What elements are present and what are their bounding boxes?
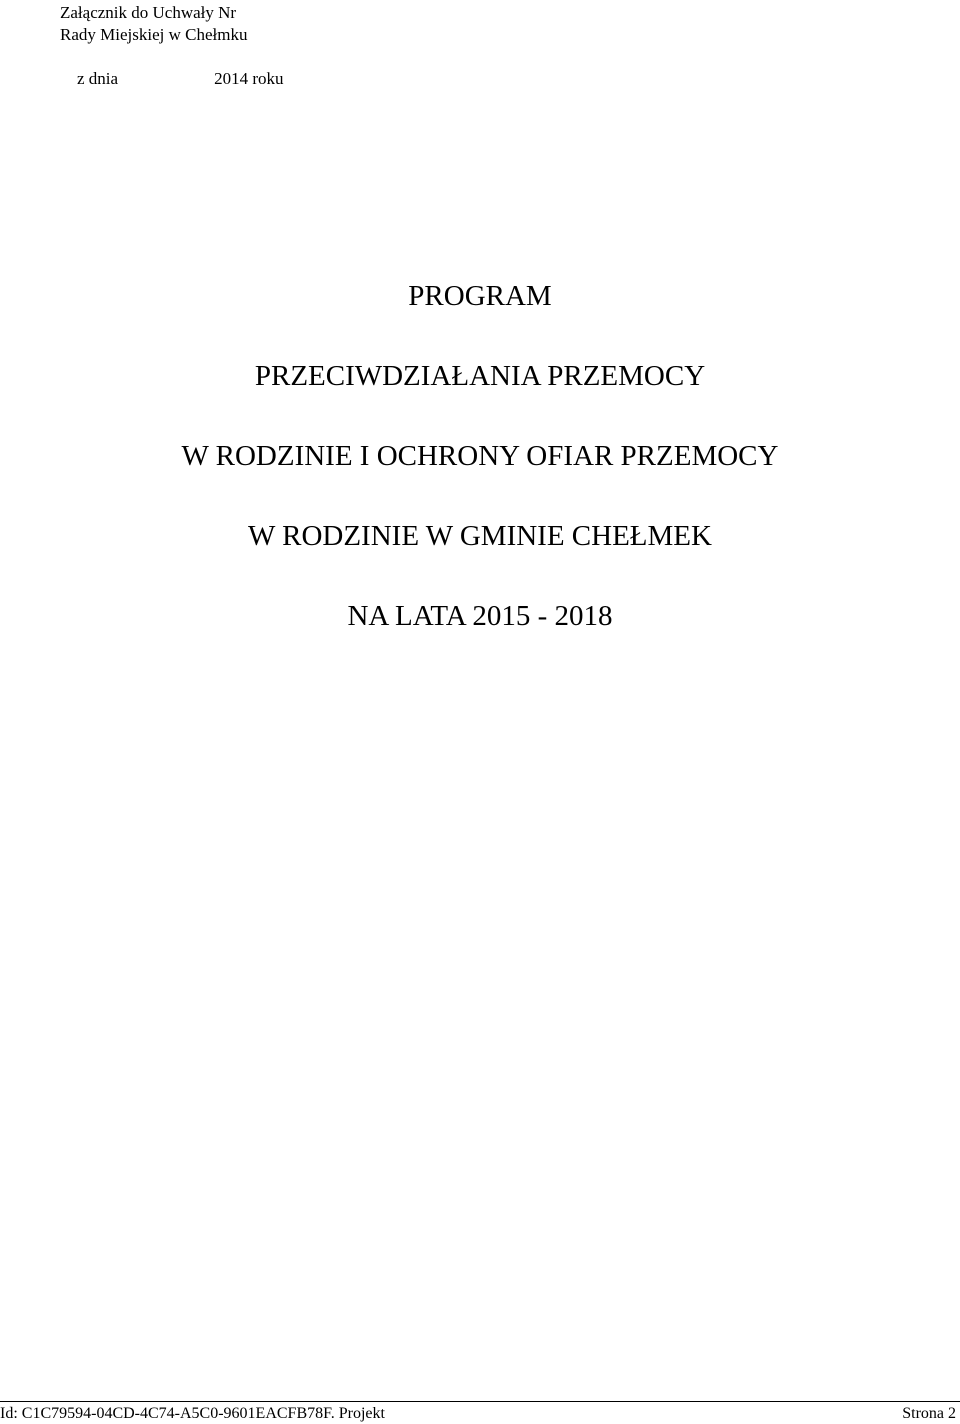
page-number: Strona 2 xyxy=(902,1405,956,1422)
document-id: Id: C1C79594-04CD-4C74-A5C0-9601EACFB78F. Projekt xyxy=(0,1405,385,1422)
title-line-counteraction: PRZECIWDZIAŁANIA PRZEMOCY xyxy=(254,360,706,392)
date-prefix: z dnia xyxy=(77,69,119,88)
title-line-program: PROGRAM xyxy=(408,280,552,312)
title-line-family-protection: W RODZINIE I OCHRONY OFIAR PRZEMOCY xyxy=(181,440,779,472)
attachment-header xyxy=(60,2,284,112)
title-line-years: NA LATA 2015 - 2018 xyxy=(347,600,613,632)
header-line-attachment: Załącznik do Uchwały Nr xyxy=(60,3,237,22)
document-title xyxy=(0,276,960,676)
footer-divider xyxy=(0,1401,960,1402)
title-line-municipality: W RODZINIE W GMINIE CHEŁMEK xyxy=(248,520,712,552)
header-line-council: Rady Miejskiej w Chełmku xyxy=(60,25,248,44)
header-line-date xyxy=(60,46,284,112)
date-year: 2014 roku xyxy=(214,69,284,88)
